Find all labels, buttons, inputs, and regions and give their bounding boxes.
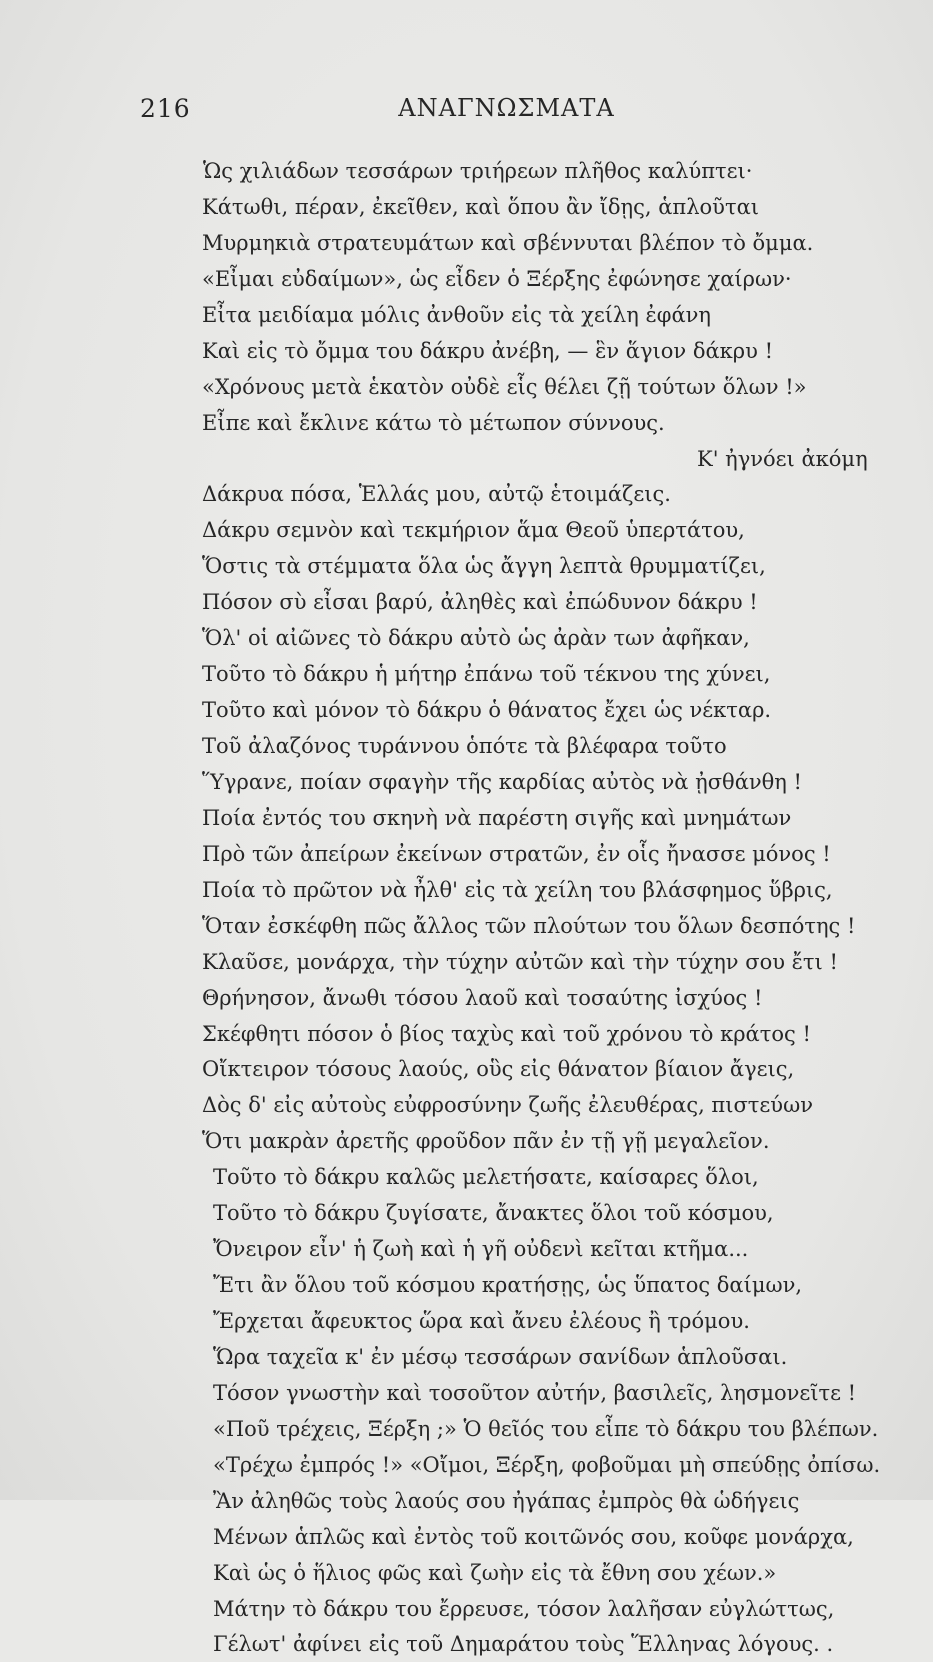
running-head: ΑΝΑΓΝΩΣΜΑΤΑ — [398, 94, 615, 122]
verse-line: «Τρέχω ἐμπρός !» «Οἴμοι, Ξέρξη, φοβοῦμαι μὴ σπεύδῃς ὀπίσω. — [213, 1452, 881, 1477]
verse-line: Μάτην τὸ δάκρυ του ἔρρευσε, τόσον λαλῆσαν εὐγλώττως, — [213, 1596, 835, 1621]
verse-line: Δάκρυα πόσα, Ἑλλάς μου, αὐτῷ ἑτοιμάζεις. — [202, 482, 671, 507]
verse-line: Μένων ἁπλῶς καὶ ἐντὸς τοῦ κοιτῶνός σου, κοῦφε μονάρχα, — [213, 1524, 854, 1549]
page-number: 216 — [140, 94, 191, 123]
verse-line: Καὶ ὡς ὁ ἥλιος φῶς καὶ ζωὴν εἰς τὰ ἔθνη σου χέων.» — [213, 1560, 777, 1585]
verse-line: Ὡς χιλιάδων τεσσάρων τριήρεων πλῆθος καλύπτει· — [203, 159, 753, 183]
verse-line: Πόσον σὺ εἶσαι βαρύ, ἀληθὲς καὶ ἐπώδυνον δάκρυ ! — [202, 590, 758, 615]
verse-line: Πρὸ τῶν ἀπείρων ἐκείνων στρατῶν, ἐν οἷς ἤνασσε μόνος ! — [202, 841, 831, 866]
verse-line: Δὸς δ' εἰς αὐτοὺς εὐφροσύνην ζωῆς ἐλευθέρας, πιστεύων — [202, 1093, 813, 1118]
verse-line: Γέλωτ' ἀφίνει εἰς τοῦ Δημαράτου τοὺς Ἕλληνας λόγους. . — [213, 1632, 834, 1657]
verse-line: Ποία τὸ πρῶτον νὰ ἦλθ' εἰς τὰ χείλη του βλάσφημος ὕβρις, — [202, 877, 833, 902]
verse-line: «Χρόνους μετὰ ἑκατὸν οὐδὲ εἷς θέλει ζῇ τούτων ὅλων !» — [202, 374, 807, 399]
verse-line: Θρήνησον, ἄνωθι τόσου λαοῦ καὶ τοσαύτης ἰσχύος ! — [202, 985, 763, 1010]
verse-line: Τοῦτο τὸ δάκρυ ἡ μήτηρ ἐπάνω τοῦ τέκνου της χύνει, — [202, 662, 771, 687]
verse-line: Εἶπε καὶ ἔκλινε κάτω τὸ μέτωπον σύννους. — [202, 410, 665, 435]
verse-line: Τοῦτο καὶ μόνον τὸ δάκρυ ὁ θάνατος ἔχει ὡς νέκταρ. — [202, 698, 772, 723]
verse-line: Ὅτι μακρὰν ἀρετῆς φροῦδον πᾶν ἐν τῇ γῇ μεγαλεῖον. — [202, 1129, 770, 1154]
verse-line: Τοῦτο τὸ δάκρυ καλῶς μελετήσατε, καίσαρες ὅλοι, — [213, 1165, 759, 1190]
verse-line: Οἴκτειρον τόσους λαούς, οὓς εἰς θάνατον βίαιον ἄγεις, — [202, 1057, 795, 1082]
verse-line: Ὅστις τὰ στέμματα ὅλα ὡς ἄγγη λεπτὰ θρυμματίζει, — [202, 554, 766, 579]
verse-line: Κάτωθι, πέραν, ἐκεῖθεν, καὶ ὅπου ἂν ἴδῃς, ἁπλοῦται — [202, 194, 759, 219]
verse-line: Τοῦτο τὸ δάκρυ ζυγίσατε, ἄνακτες ὅλοι τοῦ κόσμου, — [213, 1201, 774, 1226]
verse-line: Τοῦ ἀλαζόνος τυράννου ὁπότε τὰ βλέφαρα τοῦτο — [202, 734, 727, 758]
verse-line: Εἶτα μειδίαμα μόλις ἀνθοῦν εἰς τὰ χείλη ἐφάνη — [202, 302, 712, 327]
verse-line: Ὅλ' οἱ αἰῶνες τὸ δάκρυ αὐτὸ ὡς ἀρὰν των ἀφῆκαν, — [202, 626, 750, 651]
verse-line: Ποία ἐντός του σκηνὴ νὰ παρέστη σιγῆς καὶ μνημάτων — [202, 805, 792, 830]
verse-line: Καὶ εἰς τὸ ὄμμα του δάκρυ ἀνέβη, — ἓν ἅγιον δάκρυ ! — [202, 338, 774, 363]
verse-line: «Ποῦ τρέχεις, Ξέρξη ;» Ὁ θεῖός του εἶπε τὸ δάκρυ του βλέπων. — [213, 1416, 879, 1441]
verse-line: «Εἶμαι εὐδαίμων», ὡς εἶδεν ὁ Ξέρξης ἐφώνησε χαίρων· — [202, 266, 792, 291]
verse-line: Κλαῦσε, μονάρχα, τὴν τύχην αὐτῶν καὶ τὴν τύχην σου ἔτι ! — [202, 949, 838, 974]
verse-line-indented: Κ' ἠγνόει ἀκόμη — [697, 446, 868, 471]
verse-line: Ὄνειρον εἶν' ἡ ζωὴ καὶ ἡ γῆ οὐδενὶ κεῖται κτῆμα... — [213, 1237, 749, 1262]
verse-line: Ὕγρανε, ποίαν σφαγὴν τῆς καρδίας αὐτὸς νὰ ᾐσθάνθη ! — [202, 769, 802, 794]
verse-line: Ὥρα ταχεῖα κ' ἐν μέσῳ τεσσάρων σανίδων ἁπλοῦσαι. — [213, 1344, 788, 1369]
poem-text — [0, 153, 933, 1662]
verse-line: Ἔτι ἂν ὅλου τοῦ κόσμου κρατήσῃς, ὡς ὕπατος δαίμων, — [213, 1273, 803, 1298]
verse-line: Μυρμηκιὰ στρατευμάτων καὶ σβέννυται βλέπον τὸ ὄμμα. — [202, 230, 814, 255]
verse-line: Τόσον γνωστὴν καὶ τοσοῦτον αὐτήν, βασιλεῖς, λησμονεῖτε ! — [213, 1380, 857, 1405]
verse-line: Σκέφθητι πόσον ὁ βίος ταχὺς καὶ τοῦ χρόνου τὸ κράτος ! — [202, 1021, 811, 1046]
verse-line: Ὅταν ἐσκέφθη πῶς ἄλλος τῶν πλούτων του ὅλων δεσπότης ! — [202, 913, 856, 938]
verse-line: Ἂν ἀληθῶς τοὺς λαούς σου ἠγάπας ἐμπρὸς θὰ ὡδήγεις — [213, 1488, 800, 1513]
verse-line: Δάκρυ σεμνὸν καὶ τεκμήριον ἅμα Θεοῦ ὑπερτάτου, — [202, 518, 745, 543]
verse-line: Ἔρχεται ἄφευκτος ὥρα καὶ ἄνευ ἐλέους ἢ τρόμου. — [213, 1309, 750, 1333]
